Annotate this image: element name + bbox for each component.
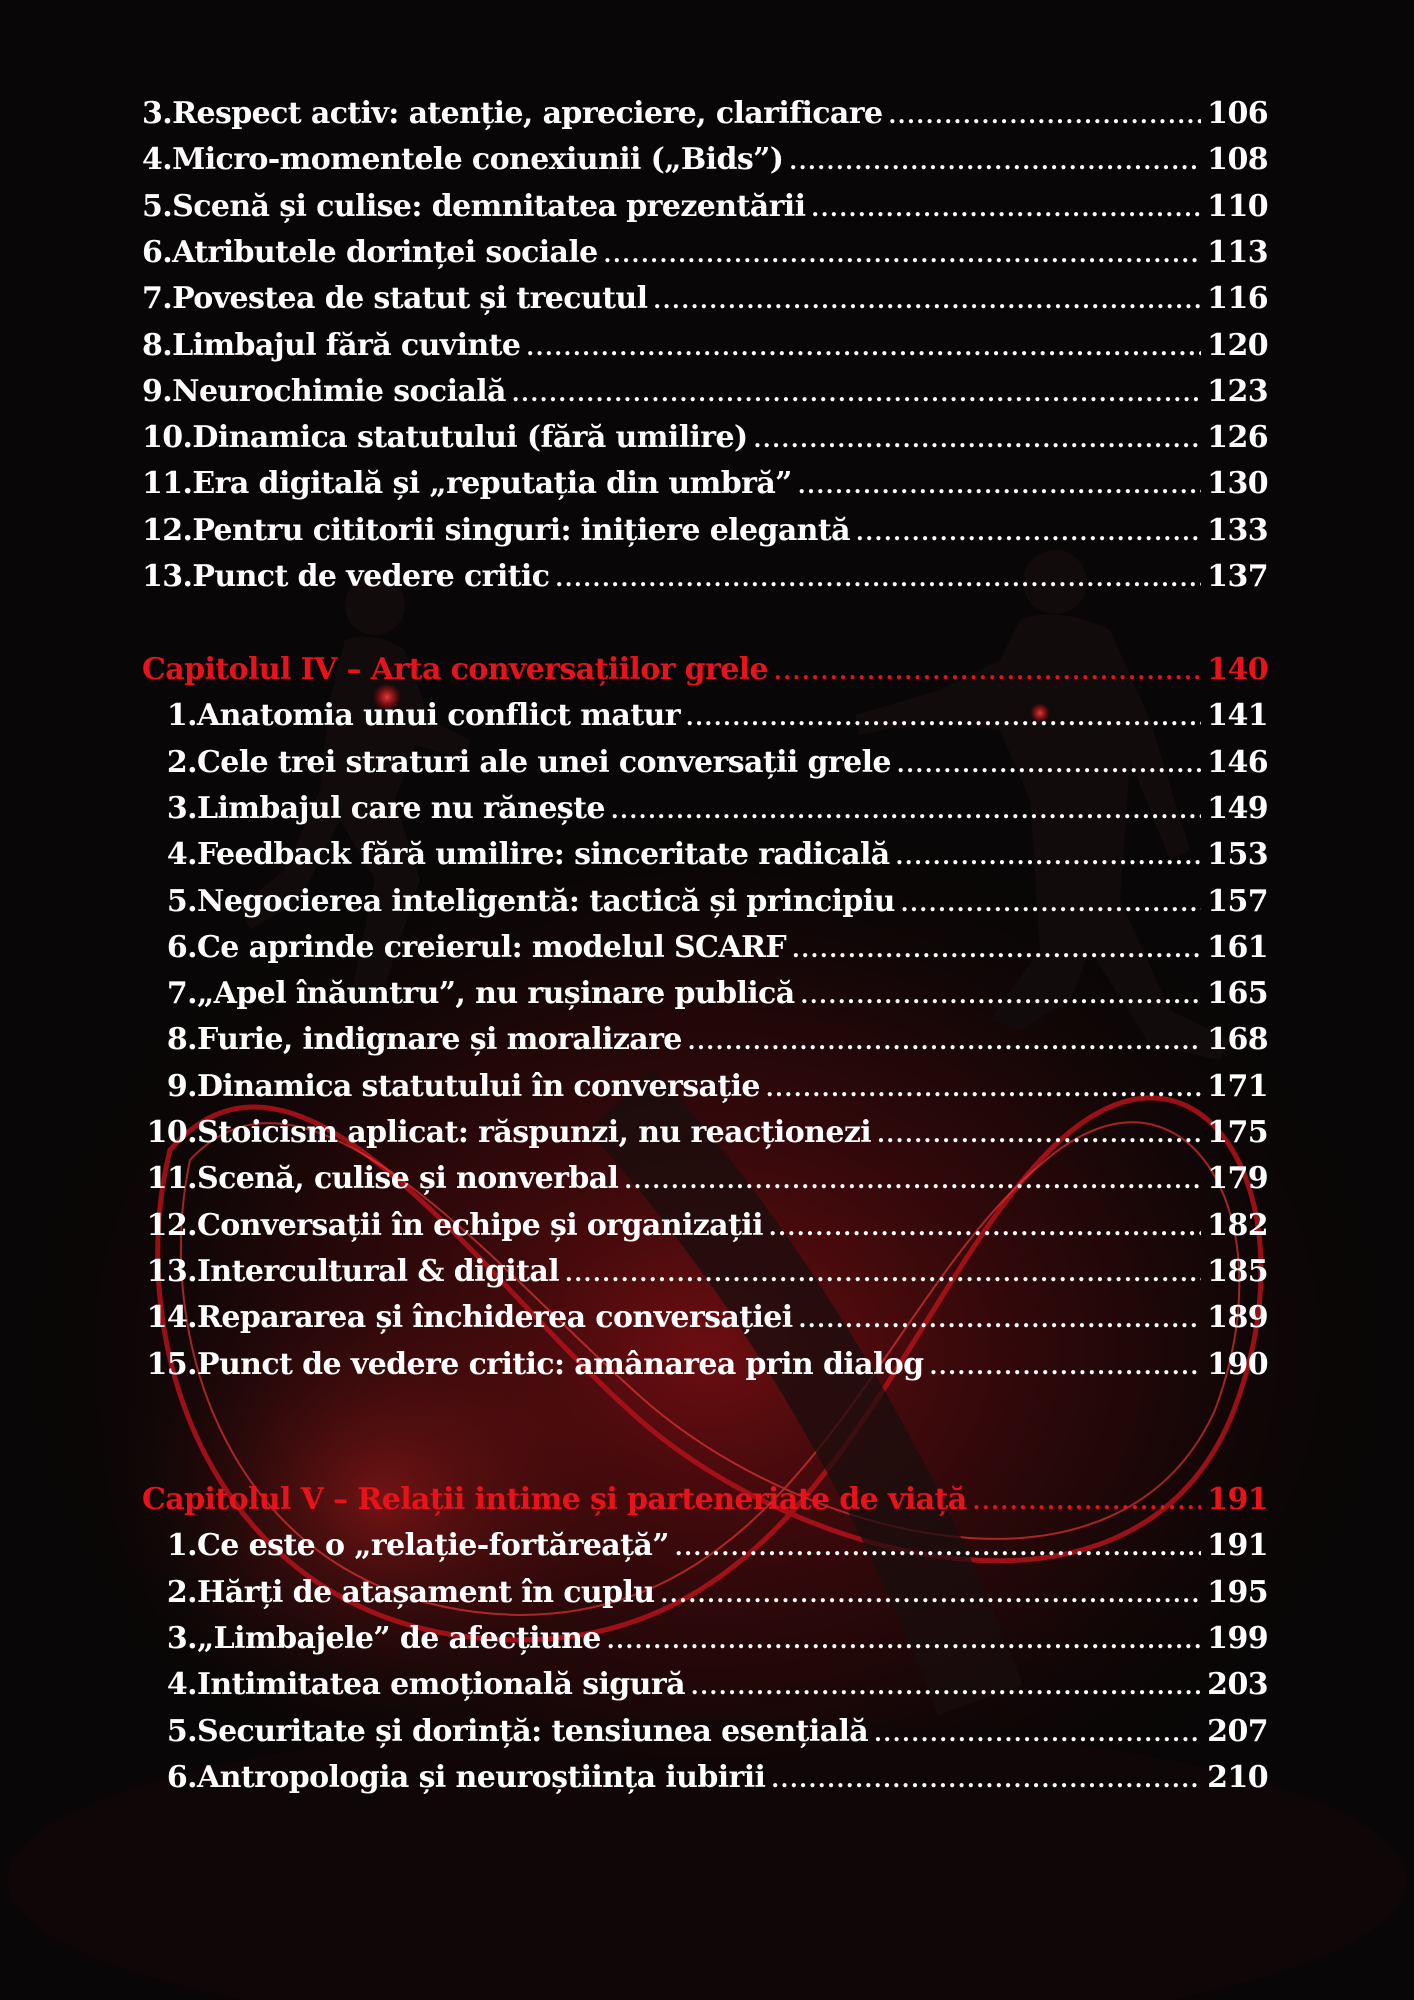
toc-entry[interactable] — [142, 511, 1268, 553]
entry-number: 12. — [142, 512, 193, 548]
page-number: 113 — [1207, 234, 1268, 270]
entry-number: 12. — [146, 1207, 197, 1243]
dot-leader — [897, 745, 1201, 785]
dot-leader — [856, 513, 1201, 553]
entry-number: 6. — [166, 929, 197, 965]
dot-leader — [686, 698, 1201, 738]
entry-title: Ce este o „relație-fortăreață” — [197, 1528, 669, 1564]
entry-title: Furie, indignare și moralizare — [197, 1022, 682, 1058]
entry-number: 10. — [146, 1115, 197, 1150]
entry-number: 9. — [142, 373, 173, 409]
entry-title: „Limbajele” de afecțiune — [197, 1620, 601, 1656]
page-number: 141 — [1207, 698, 1268, 734]
entry-title: Atributele dorinței sociale — [172, 234, 598, 270]
entry-title: Limbajul care nu rănește — [197, 790, 605, 826]
toc-entry[interactable] — [142, 418, 1268, 460]
entry-number: 4. — [166, 837, 197, 873]
dot-leader — [611, 791, 1201, 831]
entry-number: 13. — [146, 1253, 197, 1289]
entry-title: Neurochimie socială — [172, 373, 506, 409]
entry-title: Cele trei straturi ale unei conversații grele — [197, 744, 891, 780]
toc-entry[interactable] — [142, 1113, 1268, 1155]
dot-leader — [798, 466, 1201, 506]
entry-number: 15. — [146, 1346, 197, 1382]
toc-entry[interactable] — [142, 1067, 1268, 1109]
toc-entry[interactable] — [142, 1758, 1268, 1800]
page-number: 130 — [1207, 466, 1268, 502]
entry-number: 3. — [142, 96, 173, 131]
toc-entry[interactable] — [142, 789, 1268, 831]
entry-title: Ce aprinde creierul: modelul SCARF — [197, 929, 787, 965]
entry-number: 14. — [146, 1300, 197, 1336]
page-number: 140 — [1207, 652, 1268, 687]
entry-number: 10. — [142, 420, 193, 456]
entry-title: Punct de vedere critic — [192, 559, 550, 594]
page-number: 191 — [1207, 1528, 1268, 1564]
dot-leader — [771, 1760, 1201, 1800]
page-number: 133 — [1207, 512, 1268, 548]
toc-entry[interactable] — [142, 1573, 1268, 1615]
page-number: 120 — [1207, 327, 1268, 363]
page-number: 195 — [1207, 1574, 1268, 1610]
entry-title: Hărți de atașament în cuplu — [197, 1574, 655, 1610]
dot-leader — [799, 1300, 1202, 1340]
dot-leader — [688, 1022, 1201, 1062]
dot-leader — [512, 374, 1201, 414]
page-number: 168 — [1207, 1022, 1268, 1058]
entry-number: 11. — [146, 1161, 197, 1197]
page-number: 191 — [1207, 1482, 1268, 1517]
toc-entry[interactable] — [142, 1298, 1268, 1340]
entry-title: Intimitatea emoțională sigură — [197, 1667, 685, 1703]
entry-number: 6. — [166, 1759, 197, 1795]
entry-title: Conversații în echipe și organizații — [197, 1207, 763, 1243]
dot-leader — [675, 1528, 1201, 1568]
toc-entry[interactable] — [142, 1665, 1268, 1707]
dot-leader — [766, 1069, 1201, 1109]
page-number: 126 — [1207, 420, 1268, 456]
page-number: 153 — [1207, 837, 1268, 873]
page-number: 175 — [1207, 1115, 1268, 1150]
toc-entry[interactable] — [142, 279, 1268, 321]
entry-title: Negocierea inteligentă: tactică și principiu — [197, 883, 895, 919]
dot-leader — [661, 1575, 1202, 1615]
entry-number: 11. — [142, 466, 193, 502]
entry-title: Pentru cititorii singuri: inițiere elegantă — [192, 512, 850, 548]
page-number: 146 — [1207, 744, 1268, 780]
entry-number: 1. — [166, 1528, 197, 1564]
toc-entry[interactable] — [142, 882, 1268, 924]
toc-entry[interactable] — [142, 1252, 1268, 1294]
page-number: 116 — [1207, 281, 1268, 317]
entry-number: 4. — [166, 1667, 197, 1703]
dot-leader — [888, 96, 1201, 136]
dot-leader — [691, 1667, 1201, 1707]
toc-entry[interactable] — [142, 557, 1268, 599]
entry-title: Dinamica statutului (fără umilire) — [192, 420, 748, 456]
entry-number: 5. — [166, 1713, 197, 1749]
toc-entry[interactable] — [142, 696, 1268, 738]
dot-leader — [754, 420, 1202, 460]
page-number: 185 — [1207, 1253, 1268, 1289]
entry-title: Dinamica statutului în conversație — [197, 1068, 760, 1104]
entry-title: Feedback fără umilire: sinceritate radicală — [197, 837, 890, 873]
entry-title: Scenă, culise și nonverbal — [197, 1161, 619, 1197]
toc-entry[interactable] — [142, 1619, 1268, 1661]
entry-number: 13. — [142, 559, 193, 594]
entry-number: 9. — [166, 1068, 197, 1104]
toc-entry[interactable] — [142, 974, 1268, 1016]
page-number: 199 — [1207, 1620, 1268, 1656]
page-number: 171 — [1207, 1068, 1268, 1104]
toc-entry[interactable] — [142, 1206, 1268, 1248]
entry-title: Repararea și închiderea conversației — [197, 1300, 793, 1336]
entry-title: Anatomia unui conflict matur — [197, 698, 680, 734]
entry-title: Stoicism aplicat: răspunzi, nu reacționezi — [197, 1115, 872, 1150]
entry-title: Punct de vedere critic: amânarea prin dialog — [197, 1346, 924, 1382]
entry-number: 5. — [142, 188, 173, 224]
entry-title: Intercultural & digital — [197, 1253, 559, 1289]
toc-entry[interactable] — [142, 326, 1268, 368]
toc-entry[interactable] — [142, 928, 1268, 970]
dot-leader — [624, 1161, 1201, 1201]
dot-leader — [555, 559, 1201, 599]
page-number: 157 — [1207, 883, 1268, 919]
page-number: 123 — [1207, 373, 1268, 409]
entry-number: 2. — [166, 1574, 197, 1610]
chapter-heading[interactable] — [142, 650, 1268, 692]
entry-title: Antropologia și neuroștiința iubirii — [197, 1759, 766, 1795]
page-number: 108 — [1207, 142, 1268, 178]
toc-entry[interactable] — [142, 1159, 1268, 1201]
entry-title: Securitate și dorință: tensiunea esențială — [197, 1713, 869, 1749]
dot-leader — [792, 930, 1201, 970]
page-number: 203 — [1207, 1667, 1268, 1703]
entry-title: Povestea de statut și trecutul — [172, 281, 648, 317]
toc-entry[interactable] — [142, 1526, 1268, 1568]
dot-leader — [769, 1208, 1201, 1248]
entry-title: Micro-momentele conexiunii („Bids”) — [172, 142, 784, 178]
dot-leader — [877, 1115, 1201, 1155]
dot-leader — [973, 1482, 1202, 1522]
entry-title: Respect activ: atenție, apreciere, clarificare — [172, 96, 883, 131]
entry-number: 7. — [142, 281, 173, 317]
page-number: 106 — [1207, 96, 1268, 131]
toc-entry[interactable] — [142, 835, 1268, 877]
entry-number: 5. — [166, 883, 197, 919]
toc-entry[interactable] — [142, 140, 1268, 182]
chapter-title: Capitolul IV – Arta conversațiilor grele — [142, 652, 769, 687]
page-number: 149 — [1207, 790, 1268, 826]
entry-number: 7. — [166, 976, 197, 1012]
dot-leader — [774, 652, 1201, 692]
dot-leader — [930, 1347, 1202, 1387]
toc-entry[interactable] — [142, 1712, 1268, 1754]
page-number: 161 — [1207, 929, 1268, 965]
entry-number: 1. — [166, 698, 197, 734]
page-number: 137 — [1207, 559, 1268, 594]
toc-entry[interactable] — [142, 233, 1268, 275]
dot-leader — [811, 189, 1201, 229]
dot-leader — [901, 884, 1201, 924]
chapter-heading[interactable] — [142, 1480, 1268, 1522]
toc-entry[interactable] — [142, 187, 1268, 229]
entry-title: „Apel înăuntru”, nu rușinare publică — [197, 976, 795, 1012]
page-number: 190 — [1207, 1346, 1268, 1382]
chapter-title: Capitolul V – Relații intime și parteneriate de viață — [142, 1482, 967, 1517]
entry-number: 3. — [166, 790, 197, 826]
entry-number: 8. — [166, 1022, 197, 1058]
page-number: 110 — [1207, 188, 1268, 224]
entry-number: 2. — [166, 744, 197, 780]
page-number: 210 — [1207, 1759, 1268, 1795]
page-number: 182 — [1207, 1207, 1268, 1243]
entry-number: 8. — [142, 327, 173, 363]
toc-entry[interactable] — [142, 372, 1268, 414]
dot-leader — [801, 976, 1202, 1016]
dot-leader — [896, 837, 1202, 877]
entry-title: Scenă și culise: demnitatea prezentării — [172, 188, 806, 224]
entry-number: 6. — [142, 234, 173, 270]
toc-entry[interactable] — [142, 1020, 1268, 1062]
page-number: 179 — [1207, 1161, 1268, 1197]
dot-leader — [874, 1714, 1201, 1754]
dot-leader — [607, 1621, 1201, 1661]
toc-entry[interactable] — [142, 464, 1268, 506]
toc-entry[interactable] — [142, 94, 1268, 136]
dot-leader — [565, 1254, 1201, 1294]
dot-leader — [653, 281, 1201, 321]
page-number: 207 — [1207, 1713, 1268, 1749]
entry-number: 4. — [142, 142, 173, 178]
toc-entry[interactable] — [142, 1345, 1268, 1387]
entry-title: Era digitală și „reputația din umbră” — [192, 466, 792, 502]
dot-leader — [526, 328, 1201, 368]
page-number: 165 — [1207, 976, 1268, 1012]
entry-number: 3. — [166, 1620, 197, 1656]
dot-leader — [789, 142, 1201, 182]
entry-title: Limbajul fără cuvinte — [172, 327, 521, 363]
page-number: 189 — [1207, 1300, 1268, 1336]
dot-leader — [604, 235, 1202, 275]
toc-entry[interactable] — [142, 743, 1268, 785]
